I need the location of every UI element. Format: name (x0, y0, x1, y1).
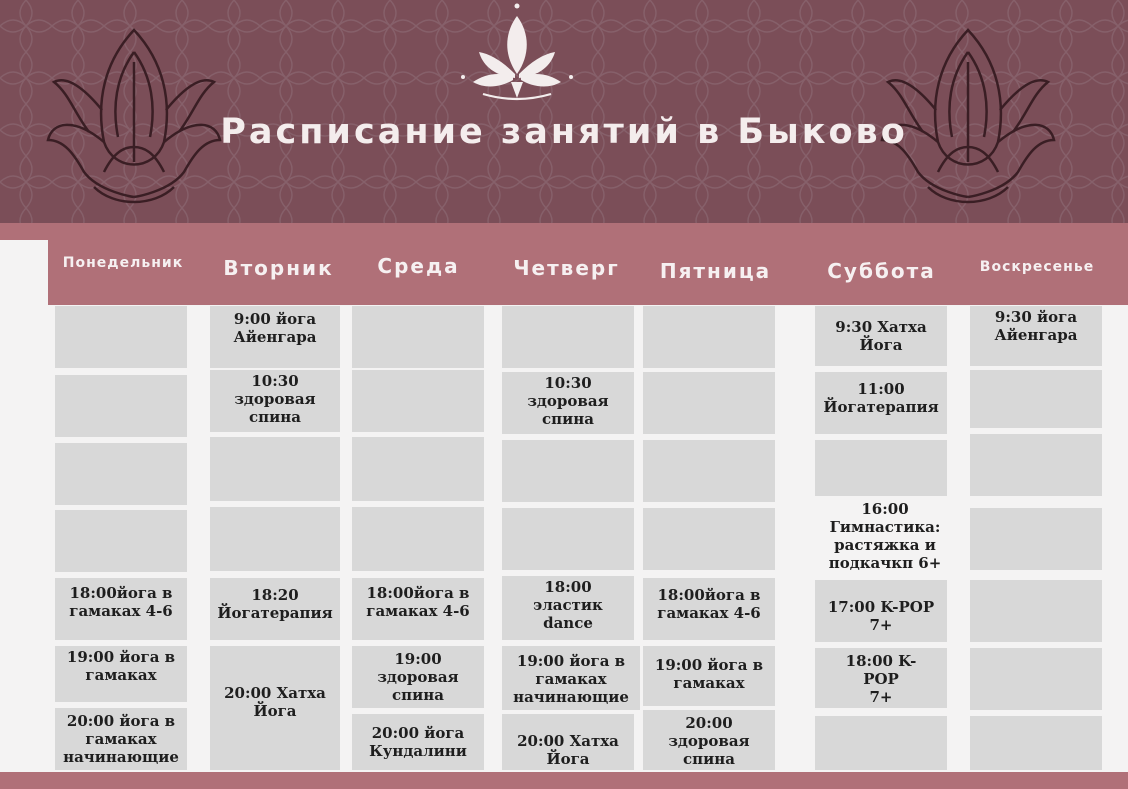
slot-thu-5: 18:00 эластик dance (502, 576, 634, 640)
slot-tue-2: 10:30 здоровая спина (210, 370, 340, 432)
slot-wed-3 (352, 437, 484, 501)
band-corner (0, 240, 48, 305)
slot-mon-3 (55, 443, 187, 505)
slot-sun-5 (970, 580, 1102, 642)
slot-sun-1: 9:30 йога Айенгара (970, 306, 1102, 366)
slot-tue-3 (210, 437, 340, 501)
slot-sat-4: 16:00 Гимнастика: растяжка и подкачкп 6+ (828, 500, 942, 572)
slot-thu-2: 10:30 здоровая спина (502, 372, 634, 434)
slot-fri-7: 20:00 здоровая спина (643, 710, 775, 770)
slot-mon-5: 18:00йога в гамаках 4-6 (55, 578, 187, 640)
slot-sun-2 (970, 370, 1102, 428)
slot-mon-2 (55, 375, 187, 437)
slot-sat-1: 9:30 Хатха Йога (815, 306, 947, 366)
slot-mon-6: 19:00 йога в гамаках (55, 646, 187, 702)
slot-mon-1 (55, 306, 187, 368)
slot-fri-3 (643, 440, 775, 502)
slot-fri-5: 18:00йога в гамаках 4-6 (643, 578, 775, 640)
slot-sat-5: 17:00 K-POP 7+ (815, 580, 947, 642)
day-sunday: Воскресенье (979, 259, 1095, 275)
slot-thu-6: 19:00 йога в гамаках начинающие (502, 646, 640, 710)
slot-fri-6: 19:00 йога в гамаках (643, 646, 775, 706)
day-wednesday: Среда (377, 254, 460, 278)
slot-mon-4 (55, 510, 187, 572)
slot-wed-1 (352, 306, 484, 368)
slot-thu-3 (502, 440, 634, 502)
slot-thu-7: 20:00 Хатха Йога (502, 714, 634, 770)
slot-wed-4 (352, 507, 484, 571)
slot-mon-7: 20:00 йога в гамаках начинающие (55, 708, 187, 770)
slot-fri-1 (643, 306, 775, 368)
slot-sun-7 (970, 716, 1102, 770)
footer-band (0, 772, 1128, 789)
slot-tue-4 (210, 507, 340, 571)
slot-thu-4 (502, 508, 634, 570)
day-monday: Понедельник (62, 255, 184, 271)
slot-sun-4 (970, 508, 1102, 570)
slot-tue-1: 9:00 йога Айенгара (210, 306, 340, 368)
slot-fri-2 (643, 372, 775, 434)
day-thursday: Четверг (513, 256, 620, 280)
slot-wed-5: 18:00йога в гамаках 4-6 (352, 578, 484, 640)
day-tuesday: Вторник (223, 256, 334, 280)
header-banner (0, 0, 1128, 223)
slot-wed-6: 19:00 здоровая спина (352, 646, 484, 708)
slot-sat-2: 11:00 Йогатерапия (815, 372, 947, 434)
slot-tue-5: 18:20 Йогатерапия (210, 578, 340, 640)
slot-thu-1 (502, 306, 634, 368)
slot-sat-7 (815, 716, 947, 770)
slot-fri-4 (643, 508, 775, 570)
page-title: Расписание занятий в Быково (220, 112, 908, 152)
slot-sat-3 (815, 440, 947, 496)
slot-sun-6 (970, 648, 1102, 710)
slot-wed-7: 20:00 йога Кундалини (352, 714, 484, 770)
slot-wed-2 (352, 370, 484, 432)
slot-sun-3 (970, 434, 1102, 496)
day-friday: Пятница (659, 259, 772, 283)
slot-tue-6: 20:00 Хатха Йога (210, 646, 340, 770)
lotus-icon-center (455, 2, 580, 110)
slot-sat-6: 18:00 K- POP 7+ (815, 648, 947, 708)
day-saturday: Суббота (827, 259, 936, 283)
